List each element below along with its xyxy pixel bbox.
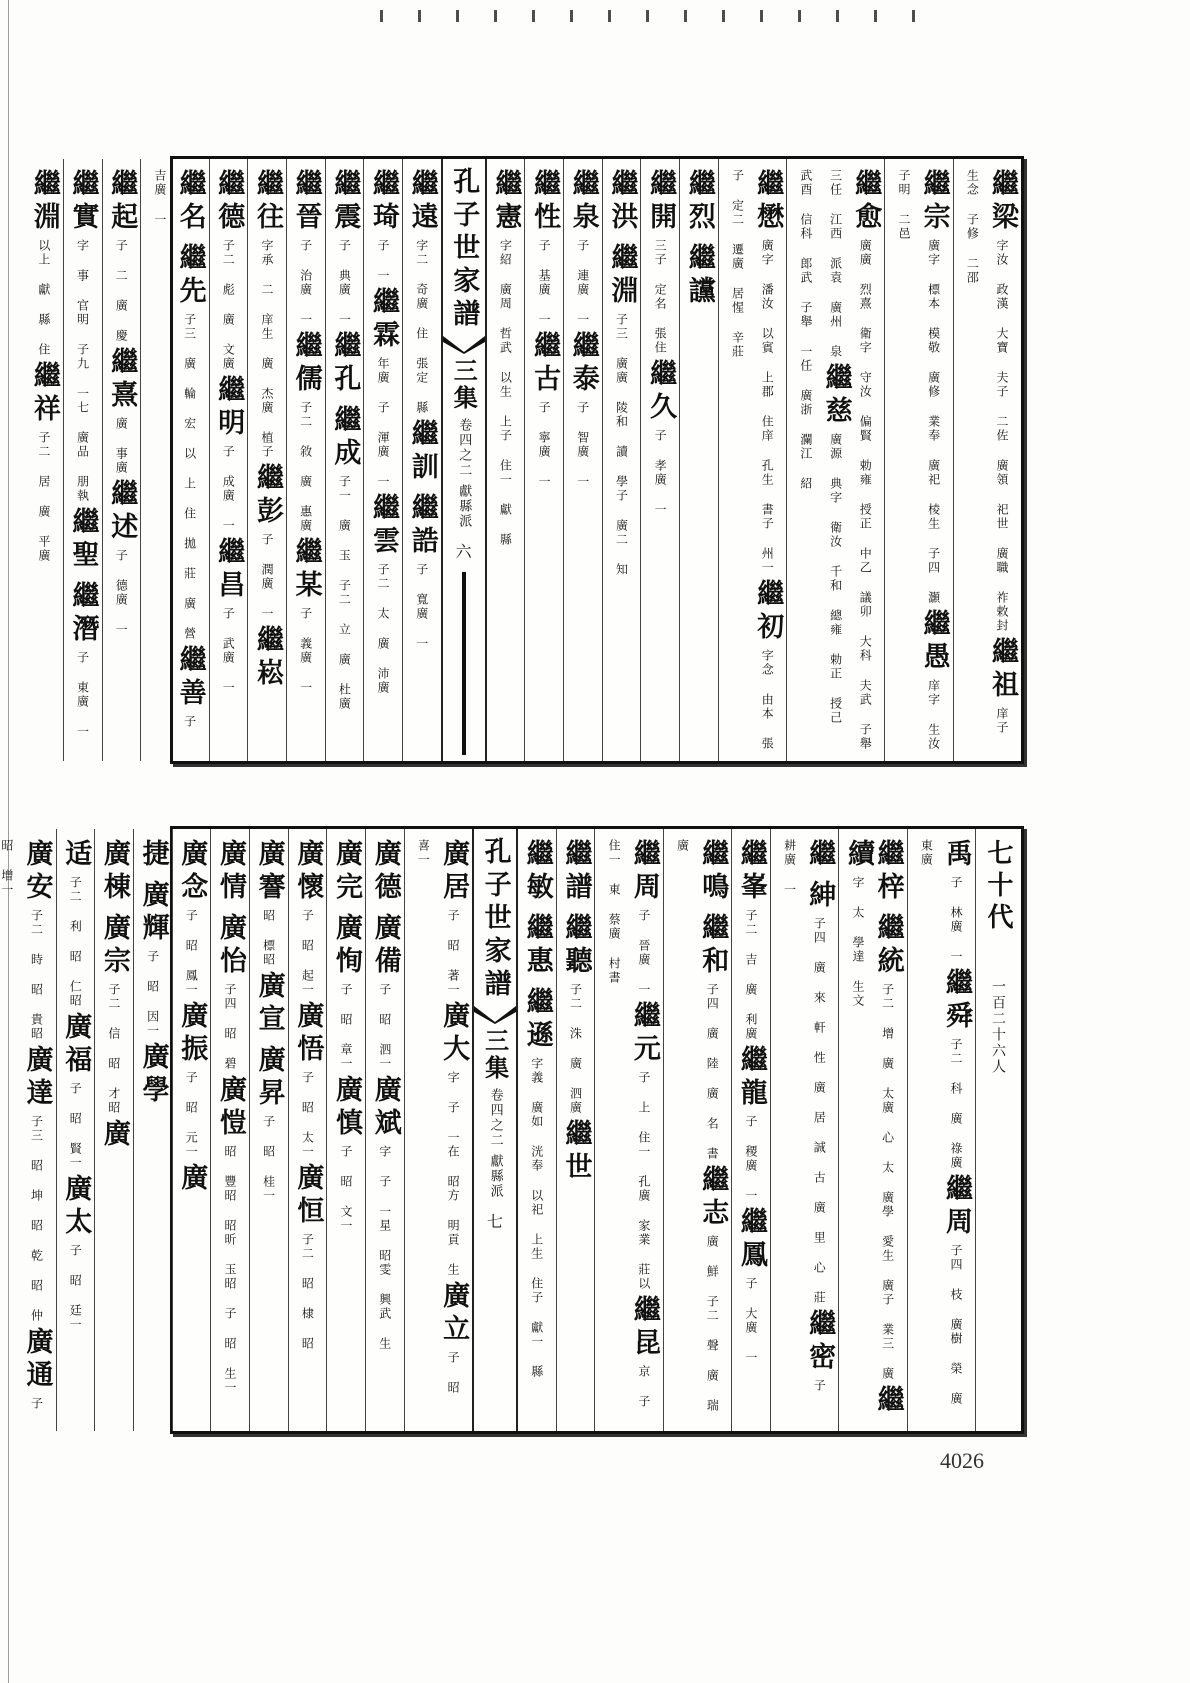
lower-left-column	[210, 829, 249, 1431]
person-name: 廣備	[369, 913, 401, 979]
person-note: 子 昭 文一	[339, 1145, 353, 1233]
person-note: 子 智廣 一	[575, 401, 590, 489]
person-note: 子 成廣 一	[221, 445, 236, 533]
upper-right-column	[679, 159, 718, 761]
person-note: 字承 二 庠生 廣 杰廣 植子	[259, 239, 274, 459]
person-note: 京 子 住一 東 蔡廣 村書	[607, 839, 651, 1409]
upper-book-title: 孔子世家譜	[448, 167, 480, 332]
person-name: 繼志	[697, 1165, 729, 1231]
lower-left-column	[94, 829, 133, 1431]
person-name: 繼德	[213, 169, 245, 235]
person-name: 繼世	[560, 1119, 592, 1185]
person-name: 繼熹	[106, 347, 138, 413]
person-note: 子 昭 廷一	[68, 1244, 83, 1332]
lower-left-column	[0, 829, 56, 1431]
lower-left-column	[133, 829, 172, 1431]
person-note: 子 耕廣 一	[782, 839, 827, 1393]
person-name: 繼梁	[987, 169, 1018, 235]
person-name: 繼愚	[918, 609, 950, 675]
person-name: 繼述	[106, 479, 138, 545]
person-name: 繼梓	[872, 839, 904, 905]
lower-section: 卷四之二	[487, 1088, 503, 1148]
upper-right-column	[524, 159, 563, 761]
person-note: 庠字 生汝 子明 二邑	[896, 169, 941, 751]
lower-right-column	[838, 829, 906, 1431]
person-note: 字 太 學達 生文	[850, 876, 865, 1008]
upper-right-column	[953, 159, 1021, 761]
person-note: 子二 太 廣 沛廣	[376, 563, 390, 695]
person-note: 子 治廣 一	[298, 239, 313, 327]
person-name: 繼淵	[606, 243, 638, 309]
person-name: 繼起	[106, 169, 138, 235]
person-name: 繼久	[645, 359, 677, 425]
person-note: 廣廣 烈熹 衛字 守汝 偏賢 勅雍 授正 中乙 議卯 大科 夫武 子舉 三任 江西 派袁 廣州 泉	[828, 169, 873, 751]
person-note: 子 昭 元一	[184, 1071, 199, 1159]
person-name: 廣悟	[292, 1001, 324, 1067]
upper-right-column	[884, 159, 952, 761]
person-note: 子三 廣廣 陵和 讀 學子 廣二 知	[614, 313, 629, 577]
lower-right-column	[907, 829, 975, 1431]
person-name: 繼讜	[683, 243, 715, 309]
person-name: 繼譜	[560, 839, 592, 905]
upper-page-number: 六	[455, 542, 472, 561]
person-name: 繼惠	[521, 913, 553, 979]
person-note: 昭 標昭	[261, 909, 276, 967]
person-name: 廣大	[438, 1001, 470, 1067]
upper-right-column	[602, 159, 641, 761]
person-name: 廣學	[137, 1042, 169, 1108]
person-name: 繼性	[529, 169, 561, 235]
generation-column	[975, 829, 1021, 1431]
person-name: 廣慎	[331, 1075, 362, 1141]
upper-left-columns	[25, 159, 441, 761]
person-note: 子 昭 著一	[446, 909, 461, 997]
person-name: 廣怡	[214, 913, 246, 979]
person-name: 廣通	[21, 1327, 53, 1393]
person-name: 繼泰	[567, 331, 599, 397]
person-note: 昭 豐昭 昭昕 玉昭 子 昭 生一	[222, 1145, 237, 1395]
person-name: 繼訓	[406, 419, 438, 485]
person-name: 廣福	[60, 1012, 92, 1078]
person-name: 廣恂	[331, 913, 362, 979]
person-name: 繼遜	[521, 987, 553, 1053]
upper-left-column	[363, 159, 402, 761]
person-name: 廣德	[369, 839, 401, 905]
person-name: 繼和	[697, 913, 729, 979]
person-note: 子 典廣 一	[337, 239, 352, 327]
person-name: 繼敏	[521, 839, 553, 905]
person-name: 繼孔	[329, 331, 361, 397]
person-note: 子四 廣 來 軒 性 廣 居 誠 古 廣 里 心 莊	[812, 917, 827, 1305]
person-name: 廣懷	[292, 839, 324, 905]
upper-left-column	[209, 159, 248, 761]
lower-left-column	[365, 829, 404, 1431]
person-note: 字念 由本 張子 定二 遷廣 居惺 辛莊	[730, 169, 775, 751]
person-name: 廣太	[60, 1174, 92, 1240]
person-name: 廣恒	[292, 1163, 324, 1229]
upper-right-column	[640, 159, 679, 761]
person-note: 廣 鮮 子二 聲 廣 瑞廣	[675, 839, 720, 1413]
lower-right-column	[556, 829, 595, 1431]
person-name: 繼往	[251, 169, 283, 235]
person-note: 子二 彪 廣 文廣	[221, 239, 236, 371]
person-name: 繼舜	[941, 968, 972, 1034]
person-name: 繼誥	[406, 493, 438, 559]
person-note: 子二 敘 廣 惠廣	[298, 401, 313, 533]
person-note: 子 潤廣 一	[259, 533, 274, 621]
lower-branch: 獻縣派	[487, 1154, 503, 1199]
person-note: 子二 昭 棣 昭	[300, 1233, 315, 1351]
person-note: 子二 居 廣 平廣	[36, 431, 51, 563]
person-note: 子 德廣 一	[114, 549, 129, 637]
person-name: 廣謇	[253, 839, 285, 905]
person-note: 三子 定名 張住	[653, 239, 668, 355]
lower-center-fold	[472, 829, 518, 1431]
person-name: 繼潛	[67, 581, 99, 647]
person-name: 繼霖	[368, 287, 399, 353]
person-name: 廣	[176, 1163, 208, 1196]
person-note: 子 基廣 一	[537, 239, 552, 327]
person-note: 子 義廣 一	[298, 607, 313, 695]
person-note: 子一 廣 玉 子二 立 廣 杜廣	[337, 475, 352, 711]
upper-left-column	[402, 159, 441, 761]
person-name: 繼昌	[213, 537, 245, 603]
person-name: 繼明	[213, 375, 245, 441]
person-name: 繼龍	[735, 1045, 767, 1111]
upper-left-column	[102, 159, 141, 761]
person-name: 繼成	[329, 405, 361, 471]
upper-volume: 三集	[449, 358, 479, 412]
person-note: 廣 事廣	[114, 417, 129, 475]
person-note: 子 寬廣 一	[414, 563, 429, 651]
person-name: 繼祥	[28, 361, 60, 427]
person-name: 繼周	[628, 839, 660, 905]
lower-left-column	[288, 829, 327, 1431]
lower-right-column	[770, 829, 838, 1431]
person-note: 子 昭 太一	[300, 1071, 315, 1159]
person-name: 廣愷	[214, 1075, 246, 1141]
person-note: 子三 昭 坤 昭 乾 昭 仲	[29, 1115, 44, 1323]
upper-fold-bar	[462, 572, 466, 755]
upper-left-column	[286, 159, 325, 761]
person-name: 繼元	[628, 1001, 660, 1067]
person-name: 繼彭	[251, 463, 283, 529]
person-name: 繼宗	[918, 169, 950, 235]
person-name: 繼崧	[251, 625, 283, 691]
lower-left-column	[404, 829, 472, 1431]
person-note: 字義 廣如 洸奉 以祀 上生 住子 獻一 縣	[529, 1057, 544, 1379]
person-note: 子二 吉 廣 利廣	[743, 909, 758, 1041]
person-note: 字二 奇廣 住 張定 縣	[414, 239, 429, 415]
person-note: 子 稷廣 一	[743, 1115, 758, 1203]
lower-right-columns	[518, 829, 975, 1431]
person-name: 廣完	[331, 839, 362, 905]
person-name: 繼初	[752, 579, 784, 645]
person-note: 子 連廣 一	[575, 239, 590, 327]
upper-fishtail-icon	[443, 336, 485, 354]
lower-left-columns	[0, 829, 472, 1431]
upper-center-fold	[441, 159, 487, 761]
person-name: 繼憲	[490, 169, 522, 235]
person-note: 子 寧廣 一	[537, 401, 552, 489]
person-note: 子 武廣 一	[221, 607, 236, 695]
person-name: 廣達	[21, 1045, 53, 1111]
person-name: 繼善	[174, 645, 206, 711]
person-name: 廣振	[176, 1001, 208, 1067]
person-note: 子 昭 喜一	[416, 839, 461, 1395]
person-name: 繼續	[842, 839, 904, 1418]
person-note: 子 昭 鳳一	[184, 909, 199, 997]
lower-left-column	[172, 829, 211, 1431]
person-note: 字 子 一在 昭方 明貢 生	[446, 1071, 461, 1277]
person-name: 繼峯	[735, 839, 767, 905]
upper-right-columns	[487, 159, 1021, 761]
person-name: 繼震	[329, 169, 361, 235]
person-note: 子 二 廣 慶	[114, 239, 129, 343]
lower-page-block	[0, 826, 1024, 1434]
person-name: 繼開	[645, 169, 677, 235]
upper-page-block	[28, 156, 1024, 764]
lower-right-column	[594, 829, 662, 1431]
person-note: 子二 科 廣 祿廣	[949, 1038, 963, 1170]
lower-right-column	[663, 829, 731, 1431]
person-note: 子 吉廣 一	[152, 169, 197, 729]
person-note: 子 昭 因一	[145, 950, 160, 1038]
person-name: 繼晉	[290, 169, 322, 235]
person-name: 繼聖	[67, 507, 99, 573]
person-name: 繼	[804, 839, 836, 872]
person-note: 廣字 潘汝 以賓 上郡 住庠 孔生 書子 州一	[760, 239, 775, 575]
person-name: 廣念	[176, 839, 208, 905]
lower-right-column	[731, 829, 770, 1431]
person-note: 子 昭 泗一	[377, 983, 392, 1071]
person-name: 繼淵	[28, 169, 60, 235]
scan-page-number: 4026	[940, 1448, 984, 1473]
person-note: 子 昭 桂一	[261, 1115, 276, 1203]
person-name: 繼鳳	[735, 1207, 767, 1273]
person-name: 繼密	[804, 1309, 836, 1375]
lower-volume: 三集	[480, 1028, 510, 1082]
person-name: 繼昆	[628, 1295, 660, 1361]
person-name: 廣宣	[253, 971, 285, 1037]
person-name: 廣情	[214, 839, 246, 905]
person-note: 子二 信 昭 才昭	[106, 983, 121, 1115]
lower-left-column	[249, 829, 288, 1431]
person-note: 子 上 住一 孔廣 家業 莊以	[636, 1071, 651, 1291]
person-name: 廣立	[438, 1281, 470, 1347]
upper-left-column	[325, 159, 364, 761]
upper-left-column	[25, 159, 63, 761]
person-note: 子三 廣 輪 宏 以 上 住 拋 莊 廣 營	[182, 313, 197, 641]
person-name: 廣安	[21, 839, 53, 905]
lower-left-column	[326, 829, 365, 1431]
person-name: 繼名	[174, 169, 206, 235]
person-name: 繼愈	[850, 169, 882, 235]
person-note: 以上 獻 縣 住	[36, 239, 51, 357]
person-note: 庠子 生念 子修 二邵	[965, 169, 1009, 735]
lower-fold-bar	[493, 1242, 497, 1425]
person-note: 字紹 廣周 哲武 以生 上子 住一 獻 縣	[498, 239, 513, 547]
person-name: 繼洪	[606, 169, 638, 235]
person-name: 繼鳴	[697, 839, 729, 905]
upper-left-column	[140, 159, 208, 761]
person-name: 捷	[137, 839, 169, 872]
person-note: 廣字 標本 模敬 廣修 業奉 廣祀 棱生 子四 灝	[926, 239, 941, 605]
person-name: 廣斌	[369, 1075, 401, 1141]
person-note: 字 子 一星 昭雯 興武 生	[377, 1145, 392, 1351]
person-name: 繼慈	[820, 363, 852, 429]
person-name: 廣棟	[98, 839, 130, 905]
person-name: 廣居	[438, 839, 470, 905]
upper-section: 卷四之二	[456, 418, 472, 478]
person-name: 繼儒	[290, 331, 322, 397]
lower-right-column	[518, 829, 556, 1431]
person-note: 子 東廣 一	[75, 651, 90, 739]
person-note: 子二 利 昭 仁昭	[68, 876, 83, 1008]
person-name: 繼烈	[683, 169, 715, 235]
person-name: 繼祖	[987, 637, 1018, 703]
person-note: 子四 枝 廣樹 榮 廣 東廣	[919, 839, 963, 1406]
person-note: 子四 廣 陸 廣 名 書	[705, 983, 720, 1161]
upper-right-column	[487, 159, 525, 761]
upper-columns	[28, 159, 1021, 761]
person-note: 字 事 官明 子九 一七 廣品 朋執	[75, 239, 90, 503]
person-name: 繼統	[872, 913, 904, 979]
upper-left-column	[63, 159, 102, 761]
person-name: 繼懋	[752, 169, 784, 235]
lower-page-number: 七	[487, 1212, 504, 1231]
lower-fishtail-icon	[474, 1006, 516, 1024]
person-name: 繼遠	[406, 169, 438, 235]
person-name: 廣輝	[137, 880, 169, 946]
person-name: 繼聽	[560, 913, 592, 979]
person-name: 繼某	[290, 537, 322, 603]
upper-left-column	[247, 159, 286, 761]
person-note: 子 晉廣 一	[636, 909, 651, 997]
upper-right-column	[563, 159, 602, 761]
person-note: 子 一	[376, 239, 390, 283]
lower-book-title: 孔子世家譜	[479, 837, 511, 1002]
person-note: 年廣 子 渾廣 一	[376, 357, 390, 489]
person-name: 繼雲	[368, 493, 399, 559]
person-name: 适	[60, 839, 92, 872]
person-note: 子 昭 增一	[0, 839, 44, 1411]
person-note: 子 大廣 一	[743, 1277, 758, 1365]
person-note: 子 昭 起一	[300, 909, 315, 997]
person-name: 廣宗	[98, 913, 130, 979]
person-note: 字汝 政漢 大寶 夫子 二佐 廣領 祀世 廣職 祚敕封	[995, 239, 1009, 633]
person-note: 子 昭 章一	[339, 983, 353, 1071]
upper-branch: 獻縣派	[456, 484, 472, 529]
person-name: 紳	[804, 880, 836, 913]
lower-left-column	[56, 829, 95, 1431]
person-note: 子 孝廣 一	[653, 429, 668, 517]
lower-columns	[0, 829, 1021, 1431]
generation-label: 七十代	[983, 839, 1013, 935]
person-name: 繼琦	[368, 169, 399, 235]
upper-right-column	[718, 159, 786, 761]
person-name: 廣	[98, 1119, 130, 1152]
person-note: 子 昭 賢一	[68, 1082, 83, 1170]
person-note: 子四 昭 碧	[222, 983, 237, 1071]
person-name: 禹	[941, 839, 972, 872]
person-note: 子二 增 廣 太廣 心 太 廣學 愛生 廣子 業三 廣	[880, 983, 895, 1381]
person-name: 繼周	[941, 1174, 972, 1240]
person-name: 繼實	[67, 169, 99, 235]
person-note: 子二 洙 廣 泗廣	[568, 983, 583, 1115]
person-note: 子 林廣 一	[949, 876, 963, 964]
top-scan-artifact	[380, 10, 940, 22]
person-name: 廣昇	[253, 1045, 285, 1111]
person-name: 繼泉	[567, 169, 599, 235]
upper-right-column	[786, 159, 884, 761]
person-note: 廣源 典字 衛汝 千和 總雍 勅正 授己 武酉 信科 郎武 子舉 一任 廣浙 瀾江 紹	[798, 169, 843, 725]
person-name: 繼先	[174, 243, 206, 309]
person-note: 子二 時 昭 貴昭	[29, 909, 44, 1041]
generation-count: 一百二十六人	[990, 979, 1006, 1075]
person-name: 繼古	[529, 331, 561, 397]
